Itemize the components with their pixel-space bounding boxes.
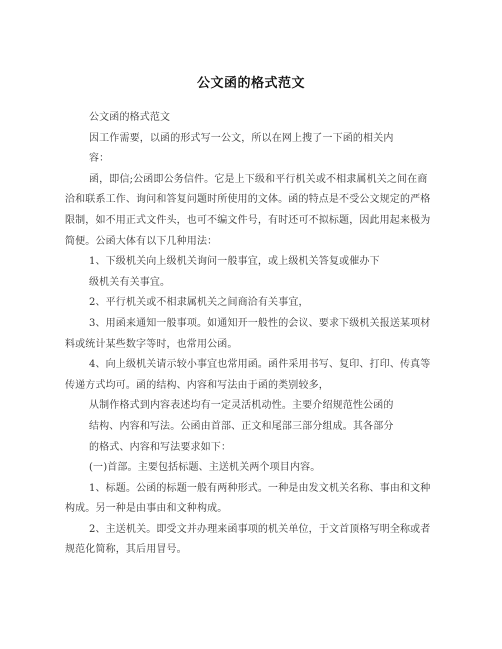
body-line: 函，即信;公函即公务信件。它是上下级和平行机关或不相隶属机关之间在商	[89, 173, 428, 185]
body-line: 2、平行机关或不相隶属机关之间商洽有关事宜，	[89, 297, 309, 309]
body-line: 结构、内容和写法。公函由首部、正文和尾部三部分组成。其各部分	[89, 420, 394, 432]
body-line: 料或统计某些数字等时，也常用公函。	[65, 338, 238, 350]
body-line: 的格式、内容和写法要求如下：	[89, 441, 232, 453]
body-line: 级机关有关事宜。	[89, 276, 171, 288]
body-line: 2、主送机关。即受文并办理来函事项的机关单位，于文首顶格写明全称或者	[89, 523, 431, 535]
body-line: 1、下级机关向上级机关询问一般事宜，或上级机关答复或催办下	[89, 256, 380, 268]
body-line: 限制，如不用正式文件头，也可不编文件号，有时还可不拟标题，因此用起来极为	[65, 214, 431, 226]
body-line: 容：	[89, 153, 110, 165]
document-body	[65, 108, 450, 561]
body-line: 4、向上级机关请示较小事宜也常用函。函件采用书写、复印、打印、传真等	[89, 359, 431, 371]
body-line: 构成。另一种是由事由和文种构成。	[65, 503, 228, 515]
body-line: 公文函的格式范文	[89, 112, 171, 123]
body-line: 1、标题。公函的标题一般有两种形式。一种是由发文机关名称、事由和文种	[89, 482, 431, 494]
body-line: 简便。公函大体有以下几种用法：	[65, 235, 218, 247]
body-line: 传递方式均可。函的结构、内容和写法由于函的类别较多，	[65, 379, 329, 391]
body-line: 规范化简称，其后用冒号。	[65, 544, 187, 556]
body-line: 从制作格式到内容表述均有一定灵活机动性。主要介绍规范性公函的	[89, 400, 394, 412]
body-line: 因工作需要，以函的形式写一公文，所以在网上搜了一下函的相关内	[89, 132, 394, 144]
document-title: 公文函的格式范文	[196, 76, 305, 91]
body-line: 3、用函来通知一般事项。如通知开一般性的会议、要求下级机关报送某项材	[89, 317, 431, 329]
body-line: (一)首部。主要包括标题、主送机关两个项目内容。	[89, 462, 321, 474]
body-line: 洽和联系工作、询问和答复问题时所使用的文体。函的特点是不受公文规定的严格	[65, 194, 431, 206]
